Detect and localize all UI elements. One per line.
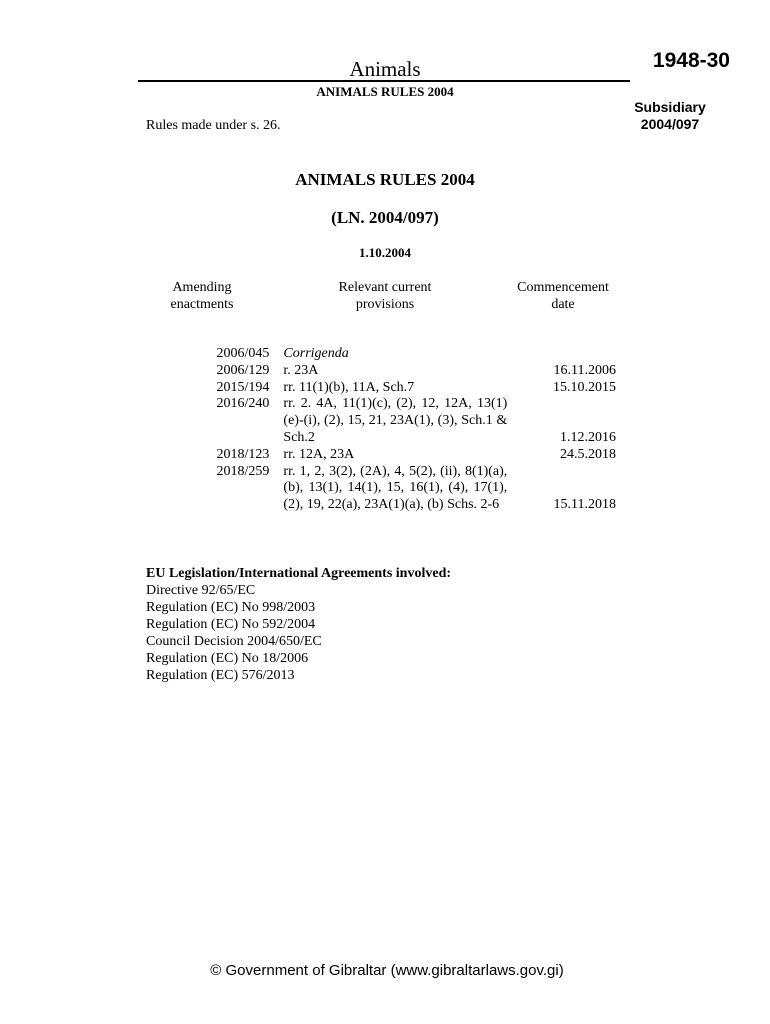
enactment-cell: 2006/129 bbox=[216, 362, 270, 378]
rules-made-note: Rules made under s. 26. bbox=[146, 118, 281, 133]
list-item: Regulation (EC) No 592/2004 bbox=[146, 617, 316, 632]
column-header-amending bbox=[146, 279, 258, 313]
column-header-commencement bbox=[503, 279, 623, 313]
column-header-provisions-line1: Relevant current bbox=[338, 280, 432, 295]
eu-legislation-list bbox=[146, 582, 322, 684]
table-row bbox=[146, 447, 616, 464]
table-row bbox=[146, 396, 616, 446]
list-item: Regulation (EC) 576/2013 bbox=[146, 668, 295, 683]
amendments-table bbox=[146, 346, 616, 514]
enactment-cell: 2006/045 bbox=[216, 346, 270, 361]
legal-notice-number: (LN. 2004/097) bbox=[331, 208, 439, 227]
running-header-title: Animals bbox=[349, 57, 421, 81]
table-row bbox=[146, 464, 616, 514]
list-item: Directive 92/65/EC bbox=[146, 583, 256, 598]
provisions-cell: rr. 11(1)(b), 11A, Sch.7 bbox=[283, 379, 415, 395]
enactment-cell: 2016/240 bbox=[216, 396, 270, 412]
column-header-amending-line1: Amending bbox=[172, 280, 232, 295]
enactment-cell: 2018/259 bbox=[216, 463, 270, 479]
provisions-cell: r. 23A bbox=[283, 362, 319, 378]
running-header-subtitle: ANIMALS RULES 2004 bbox=[316, 84, 454, 99]
provisions-cell: rr. 2. 4A, 11(1)(c), (2), 12, 12A, 13(1)(e)-(i), (2), 15, 21, 23A(1), (3), Sch.1 & Sch.2 bbox=[283, 396, 508, 445]
column-header-provisions bbox=[300, 279, 470, 313]
list-item: Regulation (EC) No 998/2003 bbox=[146, 600, 316, 615]
enactment-cell: 2015/194 bbox=[216, 379, 270, 395]
column-header-amending-line2: enactments bbox=[170, 297, 234, 312]
provisions-cell: rr. 12A, 23A bbox=[283, 446, 355, 462]
header-rule bbox=[138, 80, 630, 82]
chapter-number: 1948-30 bbox=[652, 49, 730, 72]
commencement-cell: 24.5.2018 bbox=[560, 446, 616, 462]
column-header-commencement-line1: Commencement bbox=[517, 280, 609, 295]
subsidiary-number: 2004/097 bbox=[640, 116, 700, 132]
enactment-cell: 2018/123 bbox=[216, 446, 270, 462]
provisions-cell: Corrigenda bbox=[283, 346, 349, 361]
commencement-cell: 16.11.2006 bbox=[553, 362, 616, 378]
column-header-provisions-line2: provisions bbox=[355, 297, 415, 312]
commencement-cell bbox=[507, 346, 616, 363]
commencement-cell: 15.10.2015 bbox=[553, 379, 616, 395]
document-date: 1.10.2004 bbox=[359, 245, 411, 260]
list-item: Regulation (EC) No 18/2006 bbox=[146, 651, 309, 666]
column-header-commencement-line2: date bbox=[551, 297, 575, 312]
provisions-cell: rr. 1, 2, 3(2), (2A), 4, 5(2), (ii), 8(1)(a), (b), 13(1), 14(1), 15, 16(1), (4), 17(1), (2), 19, 22(a), 23A(1)(a), (b) Schs. 2-6 bbox=[283, 463, 508, 513]
table-row bbox=[146, 346, 616, 363]
commencement-cell: 1.12.2016 bbox=[560, 429, 616, 445]
commencement-cell: 15.11.2018 bbox=[553, 497, 616, 513]
eu-legislation-heading: EU Legislation/International Agreements involved: bbox=[146, 566, 452, 581]
subsidiary-label: Subsidiary bbox=[634, 99, 706, 115]
list-item: Council Decision 2004/650/EC bbox=[146, 634, 322, 649]
copyright-footer: © Government of Gibraltar (www.gibraltarlaws.gov.gi) bbox=[210, 962, 564, 979]
document-title: ANIMALS RULES 2004 bbox=[295, 170, 475, 189]
table-row bbox=[146, 380, 616, 397]
table-row bbox=[146, 363, 616, 380]
